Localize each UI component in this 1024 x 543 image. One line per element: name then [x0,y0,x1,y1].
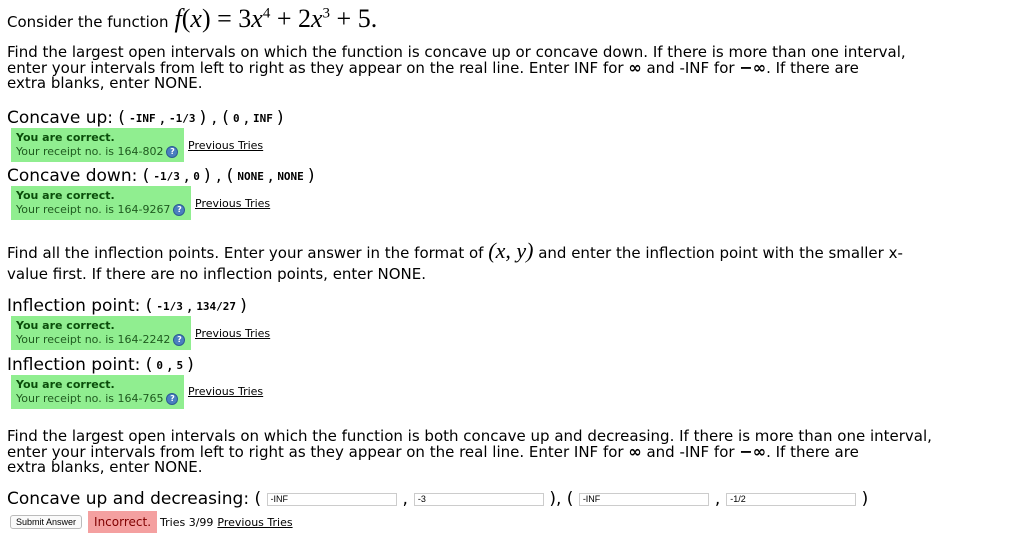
tries-count: Tries 3/99 [160,515,214,529]
infinity-symbol: ∞ [628,58,642,77]
submit-answer-button[interactable]: Submit Answer [10,515,82,529]
previous-tries-link[interactable]: Previous Tries [195,197,271,210]
correct-feedback: You are correct. Your receipt no. is 164-802 ? [11,128,184,162]
previous-tries-link[interactable]: Previous Tries [195,327,271,340]
correct-feedback: You are correct. Your receipt no. is 164-2242 ? [11,316,191,350]
q3-instructions: Find the largest open intervals on which the function is both concave up and decreasing. If there is more than one interval, enter your intervals from left to right as they appear on the real line. Enter INF for ∞ and -INF for −∞. If there are extra blanks, enter NONE. [7,427,932,476]
interval2-left-input[interactable] [579,493,709,506]
help-icon[interactable]: ? [173,334,185,346]
interval1-right-input[interactable] [414,493,544,506]
infinity-symbol: ∞ [628,442,642,461]
help-icon[interactable]: ? [166,393,178,405]
interval2-right-input[interactable] [726,493,856,506]
problem-intro [7,4,377,34]
interval1-left-input[interactable] [267,493,397,506]
point-format: (x, y) [488,238,534,263]
neg-infinity-symbol: −∞ [739,58,767,77]
submission-row [10,511,293,533]
incorrect-badge: Incorrect. [88,511,157,533]
intro-text: Consider the function [7,13,169,31]
concave-down-answer: Concave down: ( -1/3 , 0 ) , ( NONE , NONE ) [7,166,315,186]
help-icon[interactable]: ? [166,146,178,158]
correct-feedback: You are correct. Your receipt no. is 164-9267 ? [11,186,191,220]
previous-tries-link[interactable]: Previous Tries [188,139,264,152]
help-icon[interactable]: ? [173,204,185,216]
inflection-point-answer: Inflection point: ( 0 , 5 ) [7,355,194,375]
concave-up-decreasing-answer: Concave up and decreasing: ( -INF , -3 ), ( -INF , -1/2 ) [7,489,868,509]
function-formula: $f(x) = 3x^4 + 2x^3 + 5$. [174,4,378,33]
q1-instructions: Find the largest open intervals on which the function is concave up or concave down. If there is more than one interval, enter your intervals from left to right as they appear on the real line. Enter INF for ∞ and -INF for −∞. If there are extra blanks, enter NONE. [7,43,906,92]
previous-tries-link[interactable]: Previous Tries [188,385,264,398]
q2-instructions: Find all the inflection points. Enter your answer in the format of (x, y) and enter the inflection point with the smaller x- value first. If there are no inflection points, enter NONE. [7,238,903,283]
correct-feedback: You are correct. Your receipt no. is 164-765 ? [11,375,184,409]
neg-infinity-symbol: −∞ [739,442,767,461]
previous-tries-link[interactable]: Previous Tries [217,515,293,529]
concave-up-answer: Concave up: ( -INF , -1/3 ) , ( 0 , INF ) [7,108,284,128]
inflection-point-answer: Inflection point: ( -1/3 , 134/27 ) [7,296,247,316]
